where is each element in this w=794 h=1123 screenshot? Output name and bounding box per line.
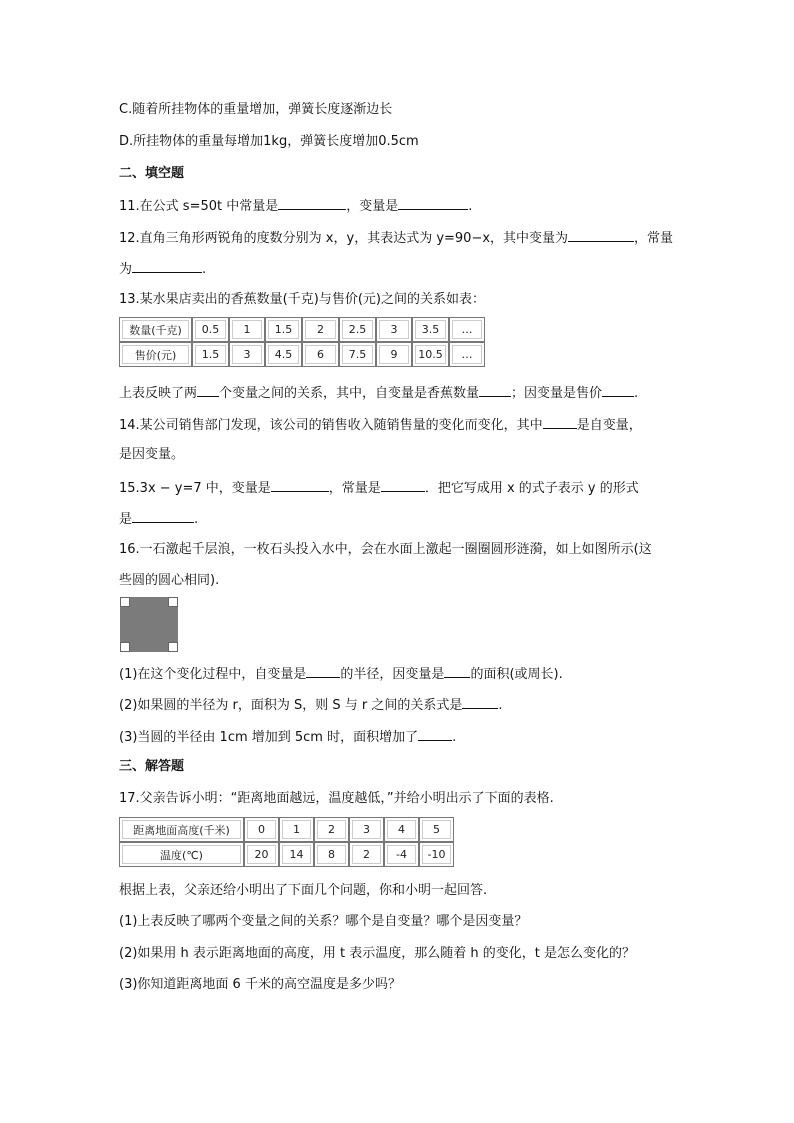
- option-d: D.所挂物体的重量每增加1kg，弹簧长度增加0.5cm: [119, 134, 419, 149]
- altitude-temperature-table: [119, 817, 454, 867]
- table-cell: 1: [279, 817, 314, 842]
- table-cell: …: [449, 317, 485, 342]
- answer-blank: [278, 196, 346, 210]
- q15-text-d: 是: [119, 512, 133, 527]
- q13-text-d: .: [634, 386, 639, 401]
- table-row: [119, 817, 454, 842]
- q16-2-text-b: .: [498, 698, 503, 713]
- answer-blank: [132, 259, 202, 273]
- figure-corner: [168, 642, 178, 652]
- table-cell: 2: [349, 842, 384, 867]
- section-heading-fill-blank: 二、填空题: [119, 166, 185, 181]
- answer-blank: [381, 478, 425, 492]
- figure-corner: [168, 597, 178, 607]
- table-cell: 4: [384, 817, 419, 842]
- answer-blank: [479, 383, 511, 397]
- answer-blank: [418, 727, 452, 741]
- q13-text-b: 个变量之间的关系，其中，自变量是香蕉数量: [219, 386, 480, 401]
- table-cell: 3: [349, 817, 384, 842]
- question-17-intro: 根据上表，父亲还给小明出了下面几个问题，你和小明一起回答.: [119, 883, 488, 898]
- table-cell: 3: [376, 317, 412, 342]
- question-17: 17.父亲告诉小明：“距离地面越远，温度越低，”并给小明出示了下面的表格.: [119, 791, 554, 806]
- table-cell: 距离地面高度(千米): [119, 817, 244, 842]
- table-cell: 2: [314, 817, 349, 842]
- q16-1-text-b: 的半径，因变量是: [340, 667, 445, 682]
- table-cell: 温度(℃): [119, 842, 244, 867]
- table-cell: 0.5: [192, 317, 229, 342]
- question-14: [119, 415, 642, 435]
- q11-text-c: .: [468, 199, 473, 214]
- question-14-cont: 是因变量。: [119, 447, 185, 462]
- q13-text-c: ；因变量是售价: [511, 386, 603, 401]
- question-15-cont: [119, 509, 198, 529]
- q11-text-b: ，变量是: [346, 199, 399, 214]
- q14-text-a: 14.某公司销售部门发现，该公司的销售收入随销售量的变化而变化，其中: [119, 418, 543, 433]
- q14-text-b: 是自变量，: [576, 418, 642, 433]
- q12-text-c: 为: [119, 262, 133, 277]
- table-cell: 1: [229, 317, 265, 342]
- q12-text-a: 12.直角三角形两锐角的度数分别为 x，y，其表达式为 y=90−x，其中变量为: [119, 231, 569, 246]
- table-row: [119, 342, 485, 367]
- q16-3-text-a: (3)当圆的半径由 1cm 增加到 5cm 时，面积增加了: [119, 730, 419, 745]
- question-16-part-3: [119, 727, 456, 747]
- answer-blank: [543, 415, 577, 429]
- question-16: 16.一石激起千层浪，一枚石头投入水中，会在水面上激起一圈圈圆形涟漪，如上如图所示(这: [119, 542, 652, 557]
- table-cell: 9: [376, 342, 412, 367]
- table-row: [119, 842, 454, 867]
- table-cell: -10: [419, 842, 454, 867]
- answer-blank: [398, 196, 468, 210]
- q16-1-text-a: (1)在这个变化过程中，自变量是: [119, 667, 307, 682]
- q13-text-a: 上表反映了两: [119, 386, 198, 401]
- q16-3-text-b: .: [452, 730, 457, 745]
- question-12-cont: [119, 259, 206, 279]
- table-cell: 3.5: [412, 317, 449, 342]
- q15-text-b: ，常量是: [328, 481, 381, 496]
- question-13: 13.某水果店卖出的香蕉数量(千克)与售价(元)之间的关系如表：: [119, 292, 485, 307]
- table-cell: -4: [384, 842, 419, 867]
- figure-corner: [120, 597, 130, 607]
- table-cell: 2.5: [339, 317, 376, 342]
- q15-text-a: 15.3x − y=7 中，变量是: [119, 481, 271, 496]
- question-12: [119, 228, 673, 248]
- section-heading-solve: 三、解答题: [119, 759, 185, 774]
- q11-text-a: 11.在公式 s=50t 中常量是: [119, 199, 279, 214]
- question-17-part-1: (1)上表反映了哪两个变量之间的关系？哪个是自变量？哪个是因变量？: [119, 914, 528, 929]
- answer-blank: [444, 664, 470, 678]
- question-16-cont: 些圆的圆心相同).: [119, 573, 220, 588]
- table-row: [119, 317, 485, 342]
- table-cell: 14: [279, 842, 314, 867]
- q12-text-b: ，常量: [634, 231, 674, 246]
- question-17-part-3: (3)你知道距离地面 6 千米的高空温度是多少吗？: [119, 977, 401, 992]
- table-cell: …: [449, 342, 485, 367]
- table-cell: 2: [302, 317, 339, 342]
- table-cell: 3: [229, 342, 265, 367]
- question-16-part-1: [119, 664, 563, 684]
- figure-corner: [120, 642, 130, 652]
- table-cell: 数量(千克): [119, 317, 192, 342]
- table-cell: 7.5: [339, 342, 376, 367]
- question-11: [119, 196, 472, 216]
- answer-blank: [271, 478, 329, 492]
- option-c: C.随着所挂物体的重量增加，弹簧长度逐渐边长: [119, 102, 393, 117]
- table-cell: 1.5: [192, 342, 229, 367]
- q15-text-c: ．把它写成用 x 的式子表示 y 的形式: [424, 481, 639, 496]
- question-13-answer: [119, 383, 638, 403]
- banana-price-table: [119, 317, 485, 367]
- table-cell: 4.5: [265, 342, 302, 367]
- table-cell: 10.5: [412, 342, 449, 367]
- answer-blank: [462, 695, 498, 709]
- answer-blank: [568, 228, 634, 242]
- question-17-part-2: (2)如果用 h 表示距离地面的高度，用 t 表示温度，那么随着 h 的变化，t 是怎么变化的？: [119, 946, 636, 961]
- answer-blank: [602, 383, 634, 397]
- question-15: [119, 478, 639, 498]
- table-cell: 0: [244, 817, 279, 842]
- q12-text-d: .: [202, 262, 207, 277]
- answer-blank: [197, 383, 219, 397]
- table-cell: 售价(元): [119, 342, 192, 367]
- table-cell: 8: [314, 842, 349, 867]
- question-16-part-2: [119, 695, 503, 715]
- answer-blank: [306, 664, 340, 678]
- table-cell: 6: [302, 342, 339, 367]
- q16-2-text-a: (2)如果圆的半径为 r，面积为 S，则 S 与 r 之间的关系式是: [119, 698, 463, 713]
- table-cell: 20: [244, 842, 279, 867]
- q15-text-e: .: [194, 512, 199, 527]
- table-cell: 1.5: [265, 317, 302, 342]
- table-cell: 5: [419, 817, 454, 842]
- ripple-figure-image: [120, 597, 178, 652]
- answer-blank: [132, 509, 194, 523]
- q16-1-text-c: 的面积(或周长).: [470, 667, 563, 682]
